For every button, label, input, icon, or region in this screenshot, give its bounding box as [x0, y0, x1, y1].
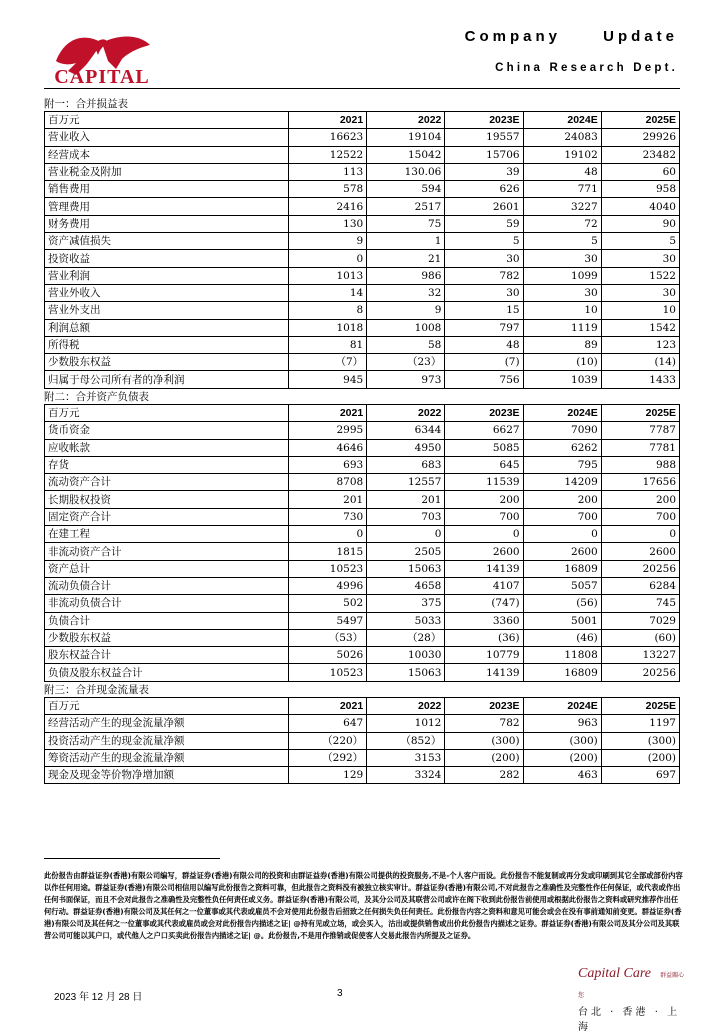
row-label-cell: 货币资金 — [45, 422, 289, 439]
value-cell: 1039 — [523, 371, 601, 388]
value-cell: (7) — [445, 354, 523, 371]
table-row — [45, 508, 680, 525]
value-cell: 0 — [367, 526, 445, 543]
value-cell: 60 — [601, 163, 679, 180]
row-label-cell: 流动资产合计 — [45, 474, 289, 491]
value-cell: 0 — [445, 526, 523, 543]
value-cell: 0 — [289, 526, 367, 543]
row-label-cell: 经营成本 — [45, 146, 289, 163]
table-row — [45, 595, 680, 612]
row-label-cell: 销售费用 — [45, 181, 289, 198]
table-row — [45, 319, 680, 336]
value-cell: 626 — [445, 181, 523, 198]
value-cell: 8 — [289, 302, 367, 319]
value-cell: 30 — [445, 250, 523, 267]
value-cell: 75 — [367, 215, 445, 232]
value-cell: (46) — [523, 629, 601, 646]
row-label-cell: 筹资活动产生的现金流量净额 — [45, 749, 289, 766]
value-cell: 963 — [523, 715, 601, 732]
value-cell: 20256 — [601, 664, 679, 681]
table-row — [45, 336, 680, 353]
value-cell: 5 — [523, 233, 601, 250]
value-cell: 12557 — [367, 474, 445, 491]
table-row — [45, 198, 680, 215]
row-label-cell: 投资收益 — [45, 250, 289, 267]
year-header-cell: 2021 — [289, 698, 367, 715]
row-label-cell: 营业外收入 — [45, 284, 289, 301]
row-label-cell: 归属于母公司所有者的净利润 — [45, 371, 289, 388]
value-cell: 16623 — [289, 129, 367, 146]
value-cell: 782 — [445, 715, 523, 732]
value-cell: 7090 — [523, 422, 601, 439]
value-cell: 5001 — [523, 612, 601, 629]
value-cell: 17656 — [601, 474, 679, 491]
disclaimer-text: 此份报告由群益证券(香港)有限公司编写，群益证券(香港)有限公司的投资和由群证益券(香港)有限公司提供的投资服务,不是-个人客户而设。此份报告不能复制或再分发或印刷到其它全部或部份内容以作任何用途。群益证券(香港)有限公司相信用以编写此份报告之资料可靠，但此报告之资料没有被独立核实审计。群益证券(香港)有限公司,不对此报告之准确性及完整性作任何保证，或代表或作出任何书面保证，而且不会对此报告之准确性及完整性负任何责任或义务。群益证券(香港)有限公司，及其分公司及其联营公司或许在阁下收到此份报告前使用或根据此份报告之资料或研究推荐作出任何行动。群益证券(香港)有限公司及其任何之一位董事或其代表或雇员不会对使用此份报告后招致之任何损失负任何责任。此份报告内容之资料和意见可能会或会在没有事前通知前变更。群益证券(香港)有限公司及其任何之一位董事或其代表或雇员或会对此份报告内描述之证| @持有见或立场，或会买入，沽出或提供销售或出价此份报告内描述之证券。群益证券(香港)有限公司及其分公司及其联营公司可能以其户口，或代他人之户口买卖此份报告内描述之证| @。此份报告,不是用作推销或促使客人交易此报告内所提及之证券。 — [44, 871, 683, 940]
value-cell: 15706 — [445, 146, 523, 163]
value-cell: 973 — [367, 371, 445, 388]
row-label-cell: 投资活动产生的现金流量净额 — [45, 732, 289, 749]
table-row — [45, 612, 680, 629]
value-cell: 2995 — [289, 422, 367, 439]
year-header-cell: 2025E — [601, 698, 679, 715]
value-cell: 21 — [367, 250, 445, 267]
balance-sheet-title: 附二：合并资产负债表 — [44, 391, 149, 403]
value-cell: 15042 — [367, 146, 445, 163]
value-cell: 1815 — [289, 543, 367, 560]
footnote-divider — [44, 858, 220, 859]
value-cell: 0 — [289, 250, 367, 267]
cash-flow-section — [44, 683, 680, 784]
value-cell: （53） — [289, 629, 367, 646]
value-cell: 2505 — [367, 543, 445, 560]
value-cell: 9 — [367, 302, 445, 319]
header-divider — [44, 88, 680, 89]
value-cell: 5085 — [445, 439, 523, 456]
value-cell: 8708 — [289, 474, 367, 491]
year-header-cell: 2024E — [523, 112, 601, 129]
value-cell: (200) — [601, 749, 679, 766]
capital-care-logo — [578, 962, 688, 1033]
value-cell: 6284 — [601, 577, 679, 594]
value-cell: 129 — [289, 767, 367, 784]
page-number: 3 — [337, 988, 343, 999]
table-row — [45, 732, 680, 749]
year-header-cell: 2025E — [601, 112, 679, 129]
table-row — [45, 215, 680, 232]
value-cell: 756 — [445, 371, 523, 388]
capital-care-slogan: 群益關心您 — [578, 972, 685, 999]
value-cell: （292） — [289, 749, 367, 766]
value-cell: 11808 — [523, 647, 601, 664]
value-cell: 200 — [445, 491, 523, 508]
value-cell: 594 — [367, 181, 445, 198]
value-cell: 5026 — [289, 647, 367, 664]
table-row — [45, 267, 680, 284]
table-header-row — [45, 405, 680, 422]
value-cell: 81 — [289, 336, 367, 353]
table-row — [45, 474, 680, 491]
value-cell: (747) — [445, 595, 523, 612]
value-cell: 3153 — [367, 749, 445, 766]
value-cell: 5057 — [523, 577, 601, 594]
row-label-cell: 资产减值损失 — [45, 233, 289, 250]
value-cell: 693 — [289, 456, 367, 473]
value-cell: 771 — [523, 181, 601, 198]
value-cell: 30 — [523, 250, 601, 267]
value-cell: 1012 — [367, 715, 445, 732]
row-label-cell: 应收帐款 — [45, 439, 289, 456]
value-cell: 113 — [289, 163, 367, 180]
value-cell: 986 — [367, 267, 445, 284]
value-cell: 10 — [523, 302, 601, 319]
row-label-cell: 资产总计 — [45, 560, 289, 577]
table-row — [45, 543, 680, 560]
value-cell: 7787 — [601, 422, 679, 439]
table-row — [45, 749, 680, 766]
value-cell: 782 — [445, 267, 523, 284]
row-label-cell: 管理费用 — [45, 198, 289, 215]
value-cell: 4950 — [367, 439, 445, 456]
value-cell: 39 — [445, 163, 523, 180]
row-label-cell: 营业税金及附加 — [45, 163, 289, 180]
value-cell: 10 — [601, 302, 679, 319]
row-label-cell: 经营活动产生的现金流量净额 — [45, 715, 289, 732]
value-cell: 6262 — [523, 439, 601, 456]
value-cell: 645 — [445, 456, 523, 473]
year-header-cell: 2023E — [445, 405, 523, 422]
value-cell: 697 — [601, 767, 679, 784]
value-cell: 5 — [601, 233, 679, 250]
value-cell: 375 — [367, 595, 445, 612]
value-cell: 3227 — [523, 198, 601, 215]
table-row — [45, 456, 680, 473]
value-cell: (56) — [523, 595, 601, 612]
value-cell: 6627 — [445, 422, 523, 439]
value-cell: 9 — [289, 233, 367, 250]
value-cell: 14 — [289, 284, 367, 301]
unit-header-cell: 百万元 — [45, 698, 289, 715]
value-cell: 15 — [445, 302, 523, 319]
value-cell: 10779 — [445, 647, 523, 664]
value-cell: （7） — [289, 354, 367, 371]
value-cell: 1197 — [601, 715, 679, 732]
value-cell: 4040 — [601, 198, 679, 215]
row-label-cell: 非流动资产合计 — [45, 543, 289, 560]
income-statement-section — [44, 97, 680, 389]
office-cities: 台北 · 香港 · 上海 — [578, 1007, 681, 1033]
value-cell: 0 — [523, 526, 601, 543]
row-label-cell: 少数股东权益 — [45, 354, 289, 371]
value-cell: 797 — [445, 319, 523, 336]
year-header-cell: 2023E — [445, 112, 523, 129]
value-cell: 683 — [367, 456, 445, 473]
value-cell: 502 — [289, 595, 367, 612]
value-cell: 14209 — [523, 474, 601, 491]
value-cell: 23482 — [601, 146, 679, 163]
value-cell: 700 — [601, 508, 679, 525]
value-cell: 2517 — [367, 198, 445, 215]
value-cell: 945 — [289, 371, 367, 388]
value-cell: (14) — [601, 354, 679, 371]
value-cell: 130.06 — [367, 163, 445, 180]
row-label-cell: 负债及股东权益合计 — [45, 664, 289, 681]
value-cell: 2600 — [445, 543, 523, 560]
value-cell: 6344 — [367, 422, 445, 439]
value-cell: 700 — [523, 508, 601, 525]
report-type-title: Company Update — [464, 28, 678, 45]
value-cell: 123 — [601, 336, 679, 353]
cash-flow-title: 附三：合并现金流量表 — [44, 684, 149, 696]
value-cell: 1 — [367, 233, 445, 250]
cash-flow-table — [44, 697, 680, 784]
capital-care-brand: Capital Care — [578, 966, 651, 981]
value-cell: （852） — [367, 732, 445, 749]
year-header-cell: 2024E — [523, 698, 601, 715]
table-row — [45, 767, 680, 784]
value-cell: 4107 — [445, 577, 523, 594]
table-row — [45, 163, 680, 180]
value-cell: 0 — [601, 526, 679, 543]
year-header-cell: 2024E — [523, 405, 601, 422]
table-row — [45, 302, 680, 319]
value-cell: 1522 — [601, 267, 679, 284]
value-cell: 32 — [367, 284, 445, 301]
value-cell: 90 — [601, 215, 679, 232]
row-label-cell: 负债合计 — [45, 612, 289, 629]
row-label-cell: 在建工程 — [45, 526, 289, 543]
year-header-cell: 2022 — [367, 405, 445, 422]
value-cell: 89 — [523, 336, 601, 353]
value-cell: 1008 — [367, 319, 445, 336]
value-cell: 700 — [445, 508, 523, 525]
value-cell: 7781 — [601, 439, 679, 456]
income-statement-table — [44, 111, 680, 389]
year-header-cell: 2022 — [367, 112, 445, 129]
value-cell: 1119 — [523, 319, 601, 336]
value-cell: 4996 — [289, 577, 367, 594]
value-cell: 59 — [445, 215, 523, 232]
table-row — [45, 629, 680, 646]
value-cell: (200) — [445, 749, 523, 766]
value-cell: 2600 — [523, 543, 601, 560]
capital-logo-text: CAPITAL — [54, 66, 150, 88]
table-row — [45, 181, 680, 198]
row-label-cell: 固定资产合计 — [45, 508, 289, 525]
value-cell: 30 — [523, 284, 601, 301]
table-row — [45, 439, 680, 456]
value-cell: 2416 — [289, 198, 367, 215]
value-cell: (36) — [445, 629, 523, 646]
value-cell: 30 — [601, 250, 679, 267]
row-label-cell: 存货 — [45, 456, 289, 473]
value-cell: 58 — [367, 336, 445, 353]
value-cell: 20256 — [601, 560, 679, 577]
unit-header-cell: 百万元 — [45, 405, 289, 422]
unit-header-cell: 百万元 — [45, 112, 289, 129]
row-label-cell: 营业收入 — [45, 129, 289, 146]
value-cell: 1433 — [601, 371, 679, 388]
value-cell: 11539 — [445, 474, 523, 491]
year-header-cell: 2021 — [289, 405, 367, 422]
table-row — [45, 577, 680, 594]
value-cell: 12522 — [289, 146, 367, 163]
value-cell: 795 — [523, 456, 601, 473]
table-row — [45, 284, 680, 301]
value-cell: 14139 — [445, 560, 523, 577]
table-row — [45, 647, 680, 664]
value-cell: (300) — [601, 732, 679, 749]
table-row — [45, 715, 680, 732]
value-cell: 24083 — [523, 129, 601, 146]
department-subtitle: China Research Dept. — [495, 62, 678, 74]
balance-sheet-section — [44, 390, 680, 682]
year-header-cell: 2021 — [289, 112, 367, 129]
value-cell: （220） — [289, 732, 367, 749]
value-cell: (300) — [523, 732, 601, 749]
row-label-cell: 少数股东权益 — [45, 629, 289, 646]
value-cell: 1099 — [523, 267, 601, 284]
table-row — [45, 146, 680, 163]
balance-sheet-table — [44, 404, 680, 682]
table-row — [45, 250, 680, 267]
value-cell: 578 — [289, 181, 367, 198]
value-cell: (10) — [523, 354, 601, 371]
value-cell: 16809 — [523, 560, 601, 577]
value-cell: 5 — [445, 233, 523, 250]
table-row — [45, 422, 680, 439]
value-cell: 5497 — [289, 612, 367, 629]
value-cell: 29926 — [601, 129, 679, 146]
row-label-cell: 股东权益合计 — [45, 647, 289, 664]
table-row — [45, 371, 680, 388]
value-cell: 30 — [601, 284, 679, 301]
value-cell: 16809 — [523, 664, 601, 681]
value-cell: 7029 — [601, 612, 679, 629]
value-cell: 19104 — [367, 129, 445, 146]
table-header-row — [45, 698, 680, 715]
value-cell: 15063 — [367, 664, 445, 681]
table-header-row — [45, 112, 680, 129]
value-cell: (300) — [445, 732, 523, 749]
row-label-cell: 营业外支出 — [45, 302, 289, 319]
value-cell: 19557 — [445, 129, 523, 146]
value-cell: 3324 — [367, 767, 445, 784]
value-cell: 200 — [601, 491, 679, 508]
value-cell: 988 — [601, 456, 679, 473]
table-row — [45, 491, 680, 508]
value-cell: 201 — [367, 491, 445, 508]
value-cell: 13227 — [601, 647, 679, 664]
value-cell: 130 — [289, 215, 367, 232]
year-header-cell: 2023E — [445, 698, 523, 715]
row-label-cell: 非流动负债合计 — [45, 595, 289, 612]
value-cell: 201 — [289, 491, 367, 508]
value-cell: 282 — [445, 767, 523, 784]
value-cell: 14139 — [445, 664, 523, 681]
value-cell: 5033 — [367, 612, 445, 629]
value-cell: 647 — [289, 715, 367, 732]
value-cell: 48 — [445, 336, 523, 353]
table-row — [45, 354, 680, 371]
income-statement-title: 附一：合并损益表 — [44, 98, 128, 110]
value-cell: 200 — [523, 491, 601, 508]
value-cell: (200) — [523, 749, 601, 766]
value-cell: （23） — [367, 354, 445, 371]
value-cell: （28） — [367, 629, 445, 646]
value-cell: (60) — [601, 629, 679, 646]
year-header-cell: 2022 — [367, 698, 445, 715]
value-cell: 2601 — [445, 198, 523, 215]
value-cell: 3360 — [445, 612, 523, 629]
value-cell: 48 — [523, 163, 601, 180]
year-header-cell: 2025E — [601, 405, 679, 422]
value-cell: 10523 — [289, 664, 367, 681]
row-label-cell: 长期股权投资 — [45, 491, 289, 508]
value-cell: 703 — [367, 508, 445, 525]
value-cell: 4658 — [367, 577, 445, 594]
row-label-cell: 现金及现金等价物净增加额 — [45, 767, 289, 784]
value-cell: 1542 — [601, 319, 679, 336]
value-cell: 730 — [289, 508, 367, 525]
value-cell: 15063 — [367, 560, 445, 577]
table-row — [45, 526, 680, 543]
table-row — [45, 664, 680, 681]
table-row — [45, 233, 680, 250]
report-date: 2023 年 12 月 28 日 — [54, 992, 143, 1003]
row-label-cell: 财务费用 — [45, 215, 289, 232]
value-cell: 30 — [445, 284, 523, 301]
value-cell: 10523 — [289, 560, 367, 577]
value-cell: 1013 — [289, 267, 367, 284]
row-label-cell: 营业利润 — [45, 267, 289, 284]
row-label-cell: 流动负债合计 — [45, 577, 289, 594]
value-cell: 2600 — [601, 543, 679, 560]
value-cell: 4646 — [289, 439, 367, 456]
table-row — [45, 560, 680, 577]
value-cell: 745 — [601, 595, 679, 612]
row-label-cell: 所得税 — [45, 336, 289, 353]
value-cell: 1018 — [289, 319, 367, 336]
value-cell: 72 — [523, 215, 601, 232]
value-cell: 463 — [523, 767, 601, 784]
row-label-cell: 利润总额 — [45, 319, 289, 336]
value-cell: 19102 — [523, 146, 601, 163]
table-row — [45, 129, 680, 146]
value-cell: 958 — [601, 181, 679, 198]
value-cell: 10030 — [367, 647, 445, 664]
